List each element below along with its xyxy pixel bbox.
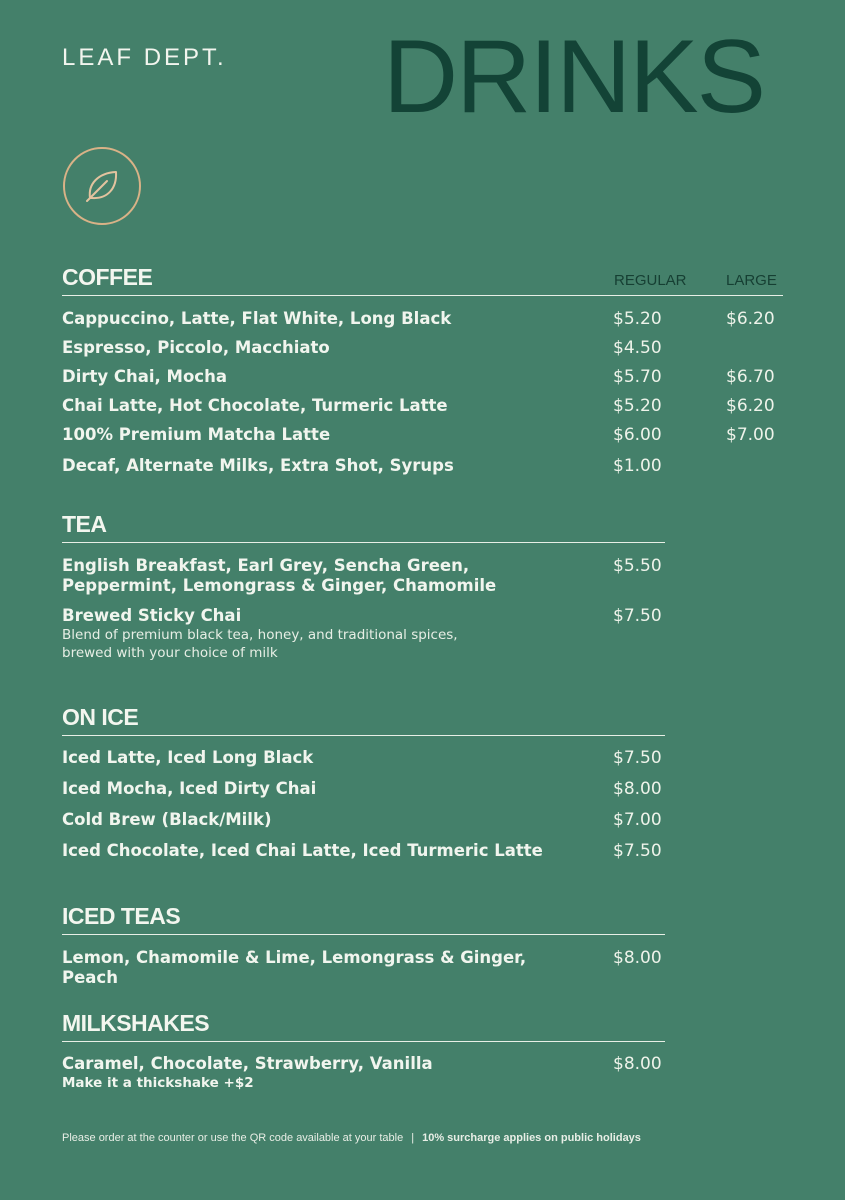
on-ice-section (62, 703, 665, 861)
item-name: Cold Brew (Black/Milk) (62, 810, 272, 829)
section-title-on-ice: ON ICE (62, 704, 139, 730)
section-title-tea: TEA (62, 511, 107, 537)
section-title-milkshakes: MILKSHAKES (62, 1010, 210, 1036)
footer-separator: | (411, 1132, 415, 1144)
on-ice-header (62, 703, 665, 736)
price-regular: $5.70 (613, 367, 662, 387)
leaf-icon (62, 146, 142, 226)
column-label-large: LARGE (726, 272, 777, 289)
menu-item (62, 309, 783, 329)
menu-item (62, 456, 783, 476)
price: $7.50 (613, 606, 662, 626)
menu-item (62, 425, 783, 445)
menu-item (62, 779, 665, 799)
price-large: $7.00 (726, 425, 775, 445)
milkshakes-header (62, 1009, 665, 1042)
price-large: $6.20 (726, 309, 775, 329)
price-regular: $5.20 (613, 396, 662, 416)
price-regular: $4.50 (613, 338, 662, 358)
column-label-regular: REGULAR (614, 272, 687, 289)
page-title: DRINKS (383, 19, 764, 135)
item-name: Iced Latte, Iced Long Black (62, 748, 314, 767)
tea-header (62, 510, 665, 543)
menu-item (62, 810, 665, 830)
price: $7.50 (613, 841, 662, 861)
menu-item (62, 748, 665, 768)
coffee-header (62, 258, 783, 296)
brand-logo: LEAF DEPT. (62, 44, 227, 71)
menu-item (62, 338, 783, 358)
item-name: 100% Premium Matcha Latte (62, 425, 331, 444)
section-title-coffee: COFFEE (62, 264, 153, 290)
item-name: Iced Chocolate, Iced Chai Latte, Iced Turmeric Latte (62, 841, 543, 860)
menu-item (62, 367, 783, 387)
price: $5.50 (613, 556, 662, 576)
footer (62, 1132, 641, 1144)
item-name: Decaf, Alternate Milks, Extra Shot, Syrups (62, 456, 454, 475)
footer-surcharge: 10% surcharge applies on public holidays (422, 1132, 641, 1144)
item-name: Espresso, Piccolo, Macchiato (62, 338, 330, 357)
iced-teas-header (62, 902, 665, 935)
menu-item (62, 606, 665, 662)
item-name: Caramel, Chocolate, Strawberry, Vanilla (62, 1054, 433, 1073)
price-regular: $5.20 (613, 309, 662, 329)
item-name: Dirty Chai, Mocha (62, 367, 227, 386)
footer-info: Please order at the counter or use the QR code available at your table (62, 1132, 404, 1144)
price: $7.50 (613, 748, 662, 768)
menu-item (62, 1054, 665, 1092)
item-name: English Breakfast, Earl Grey, Sencha Green, Peppermint, Lemongrass & Ginger, Chamomile (62, 556, 497, 595)
price: $8.00 (613, 948, 662, 968)
price-large: $6.20 (726, 396, 775, 416)
item-name: Brewed Sticky Chai (62, 606, 242, 625)
item-description: Blend of premium black tea, honey, and traditional spices, brewed with your choice of milk (62, 627, 458, 661)
menu-item (62, 556, 665, 596)
price-regular: $6.00 (613, 425, 662, 445)
price: $8.00 (613, 1054, 662, 1074)
menu-item (62, 948, 665, 988)
milkshakes-section (62, 1009, 665, 1091)
price: $8.00 (613, 779, 662, 799)
item-note: Make it a thickshake +$2 (62, 1075, 254, 1091)
tea-section (62, 510, 665, 661)
item-name: Chai Latte, Hot Chocolate, Turmeric Latte (62, 396, 448, 415)
item-name: Lemon, Chamomile & Lime, Lemongrass & Ginger, Peach (62, 948, 527, 987)
menu-item (62, 396, 783, 416)
price: $7.00 (613, 810, 662, 830)
price-large: $6.70 (726, 367, 775, 387)
item-name: Cappuccino, Latte, Flat White, Long Black (62, 309, 452, 328)
iced-teas-section (62, 902, 665, 987)
coffee-section (62, 258, 783, 476)
price-regular: $1.00 (613, 456, 662, 476)
item-name: Iced Mocha, Iced Dirty Chai (62, 779, 317, 798)
section-title-iced-teas: ICED TEAS (62, 903, 181, 929)
menu-item (62, 841, 665, 861)
